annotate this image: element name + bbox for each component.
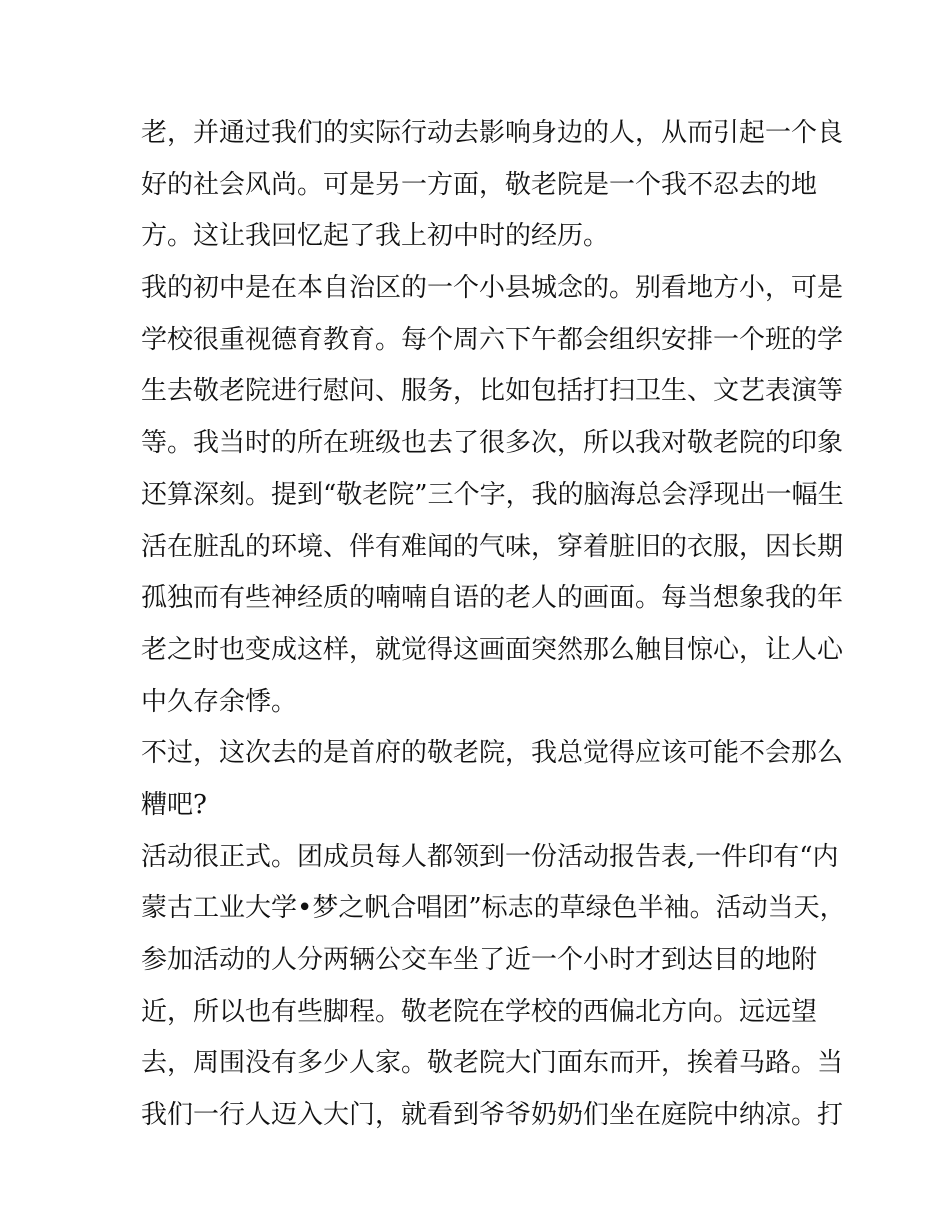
text-line: 我的初中是在本自治区的一个小县城念的。别看地方小，可是 [141, 273, 844, 304]
text-line: 中久存余悸。 [141, 686, 298, 717]
document-body [141, 108, 846, 1142]
text-line: 去，周围没有多少人家。敬老院大门面东而开，挨着马路。当 [141, 1048, 844, 1079]
text-line: 活动很正式。团成员每人都领到一份活动报告表,一件印有“内 [141, 841, 839, 872]
text-line: 好的社会风尚。可是另一方面，敬老院是一个我不忍去的地 [141, 169, 818, 200]
text-line: 等。我当时的所在班级也去了很多次，所以我对敬老院的印象 [141, 428, 844, 459]
text-line: 近，所以也有些脚程。敬老院在学校的西偏北方向。远远望 [141, 996, 818, 1027]
text-line: 学校很重视德育教育。每个周六下午都会组织安排一个班的学 [141, 324, 844, 355]
text-line: 生去敬老院进行慰问、服务，比如包括打扫卫生、文艺表演等 [141, 376, 844, 407]
text-line: 不过，这次去的是首府的敬老院，我总觉得应该可能不会那么 [141, 738, 844, 769]
text-line: 蒙古工业大学•梦之帆合唱团”标志的草绿色半袖。活动当天， [141, 893, 846, 924]
text-line: 糟吧? [141, 789, 207, 820]
text-line: 活在脏乱的环境、伴有难闻的气味，穿着脏旧的衣服，因长期 [141, 531, 844, 562]
text-line: 还算深刻。提到“敬老院”三个字，我的脑海总会浮现出一幅生 [141, 479, 844, 510]
text-line: 我们一行人迈入大门，就看到爷爷奶奶们坐在庭院中纳凉。打 [141, 1100, 844, 1131]
text-line: 孤独而有些神经质的喃喃自语的老人的画面。每当想象我的年 [141, 583, 844, 614]
text-line: 参加活动的人分两辆公交车坐了近一个小时才到达目的地附 [141, 945, 818, 975]
text-line: 老，并通过我们的实际行动去影响身边的人，从而引起一个良 [141, 118, 844, 148]
text-line: 老之时也变成这样，就觉得这画面突然那么触目惊心，让人心 [141, 634, 844, 665]
text-line: 方。这让我回忆起了我上初中时的经历。 [141, 221, 610, 252]
